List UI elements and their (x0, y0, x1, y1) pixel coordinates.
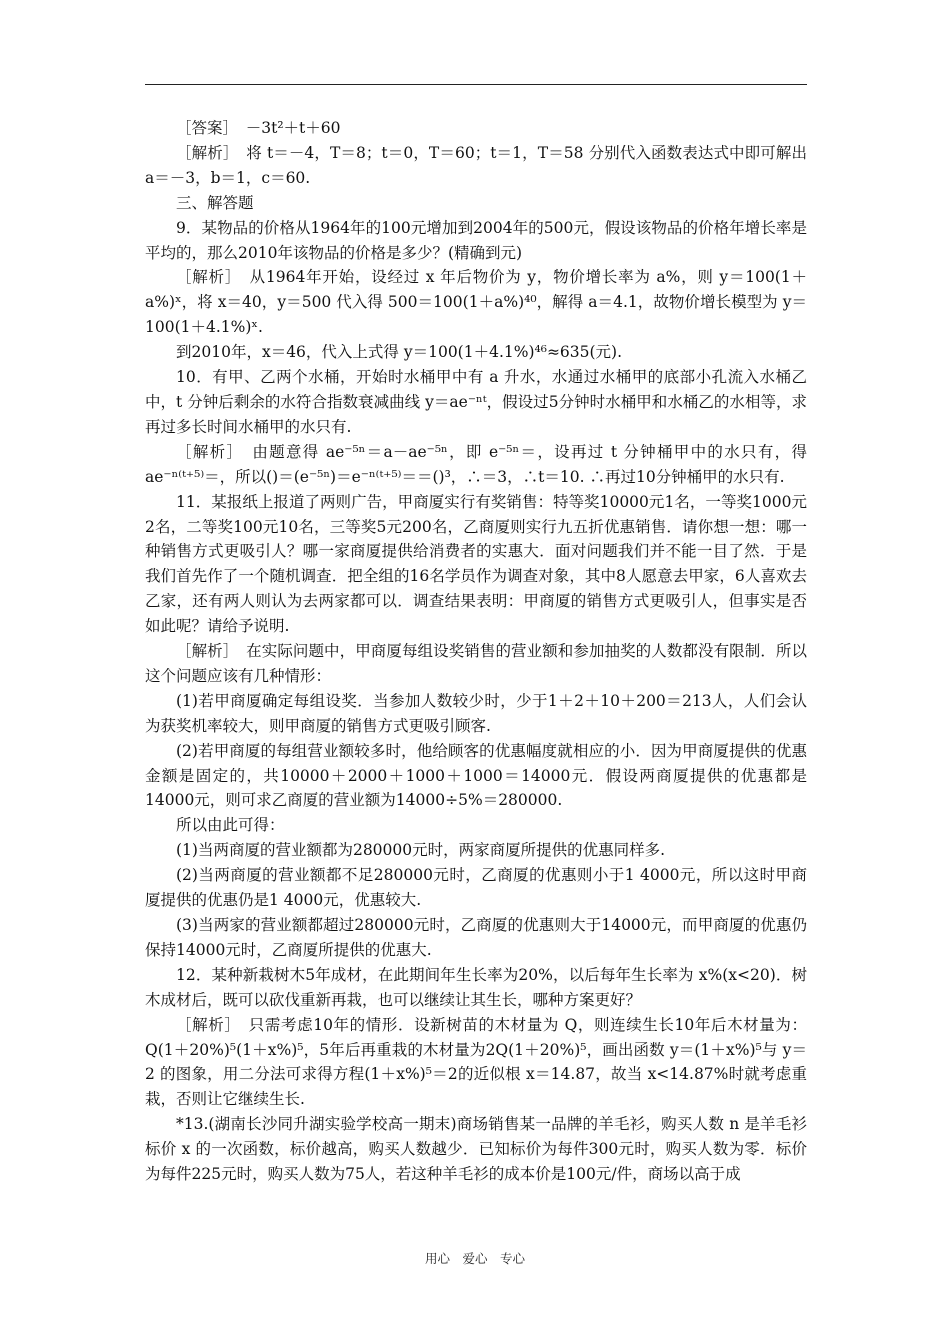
answer-analysis: ［解析］ 将 t＝－4，T＝8；t＝0，T＝60；t＝1，T＝58 分别代入函数表达式中即可解出 a＝－3，b＝1，c＝60. (145, 143, 812, 187)
question-11-case-2: (2)若甲商厦的每组营业额较多时，他给顾客的优惠幅度就相应的小．因为甲商厦提供的优惠金额是固定的，共10000＋2000＋1000＋1000＝14000元．假设两商厦提供的优惠都是14000元，则可求乙商厦的营业额为14000÷5%＝280000. (145, 741, 807, 810)
question-11-analysis: ［解析］ 在实际问题中，甲商厦每组设奖销售的营业额和参加抽奖的人数都没有限制．所以这个问题应该有几种情形： (145, 642, 807, 685)
section-title: 三、解答题 (176, 193, 254, 212)
question-9-analysis: ［解析］ 从1964年开始，设经过 x 年后物价为 y，物价增长率为 a%，则 y＝100(1＋a%)ˣ，将 x＝40，y＝500 代入得 500＝100(1＋a%)⁴⁰，解得 a＝4.1，故物价增长模型为 y＝100(1＋4.1%)ˣ. (145, 268, 807, 337)
header-rule (145, 84, 807, 85)
question-11: 11．某报纸上报道了两则广告，甲商厦实行有奖销售：特等奖10000元1名，一等奖1000元2名，二等奖100元10名，三等奖5元200名，乙商厦则实行九五折优惠销售．请你想一想：哪一种销售方式更吸引人？哪一家商厦提供给消费者的实惠大．面对问题我们并不能一目了然．于是我们首先作了一个随机调查．把全组的16名学员作为调查对象，其中8人愿意去甲家，6人喜欢去乙家，还有两人则认为去两家都可以．调查结果表明：甲商厦的销售方式更吸引人，但事实是否如此呢？请给予说明. (145, 492, 807, 636)
answer-line: ［答案］ －3t²＋t＋60 (176, 119, 341, 137)
question-12-analysis: ［解析］ 只需考虑10年的情形．设新树苗的木材量为 Q，则连续生长10年后木材量为：Q(1＋20%)⁵(1＋x%)⁵，5年后再重栽的木材量为2Q(1＋20%)⁵，画出函数 y＝(1＋x%)⁵与 y＝2 的图象，用二分法可求得方程(1＋x%)⁵＝2的近似根 x＝14.87，故当 x<14.87%时就考虑重栽，否则让它继续生长. (145, 1015, 807, 1109)
question-9-result: 到2010年，x＝46，代入上式得 y＝100(1＋4.1%)⁴⁶≈635(元). (176, 343, 623, 362)
question-13: *13.(湖南长沙同升湖实验学校高一期末)商场销售某一品牌的羊毛衫，购买人数 n 是羊毛衫标价 x 的一次函数，标价越高，购买人数越少．已知标价为每件300元时，购买人数为零．标价为每件225元时，购买人数为75人，若这种羊毛衫的成本价是100元/件，商场以高于成 (145, 1115, 807, 1184)
question-10-analysis: ［解析］ 由题意得 ae⁻⁵ⁿ＝a－ae⁻⁵ⁿ，即 e⁻⁵ⁿ＝，设再过 t 分钟桶甲中的水只有，得 ae⁻ⁿ⁽ᵗ⁺⁵⁾＝，所以()＝(e⁻⁵ⁿ)＝e⁻ⁿ⁽ᵗ⁺⁵⁾＝＝()³，∴＝3，∴t＝10. ∴再过10分钟桶甲的水只有. (145, 442, 812, 486)
question-11-conclusion-1: (1)当两商厦的营业额都为280000元时，两家商厦所提供的优惠同样多. (176, 841, 666, 860)
question-11-conclusion-2: (2)当两商厦的营业额都不足280000元时，乙商厦的优惠则小于1 4000元，所以这时甲商厦提供的优惠仍是1 4000元，优惠较大. (145, 866, 807, 910)
question-11-case-1: (1)若甲商厦确定每组设奖．当参加人数较少时，少于1＋2＋10＋200＝213人，人们会认为获奖机率较大，则甲商厦的销售方式更吸引顾客. (145, 691, 807, 735)
question-11-so: 所以由此可得： (176, 816, 285, 835)
question-12: 12．某种新栽树木5年成材，在此期间年生长率为20%，以后每年生长率为 x%(x<20)．树木成材后，既可以砍伐重新再栽，也可以继续让其生长，哪种方案更好？ (145, 965, 807, 1009)
document-body (145, 116, 812, 1187)
page-footer: 用心 爱心 专心 (424, 1251, 525, 1266)
question-9: 9．某物品的价格从1964年的100元增加到2004年的500元，假设该物品的价格年增长率是平均的，那么2010年该物品的价格是多少？(精确到元) (145, 218, 807, 262)
question-10: 10．有甲、乙两个水桶，开始时水桶甲中有 a 升水，水通过水桶甲的底部小孔流入水桶乙中，t 分钟后剩余的水符合指数衰减曲线 y＝ae⁻ⁿᵗ，假设过5分钟时水桶甲和水桶乙的水相等，求再过多长时间水桶甲的水只有. (145, 368, 807, 436)
question-11-conclusion-3: (3)当两家的营业额都超过280000元时，乙商厦的优惠则大于14000元，而甲商厦的优惠仍保持14000元时，乙商厦所提供的优惠大. (145, 916, 807, 959)
